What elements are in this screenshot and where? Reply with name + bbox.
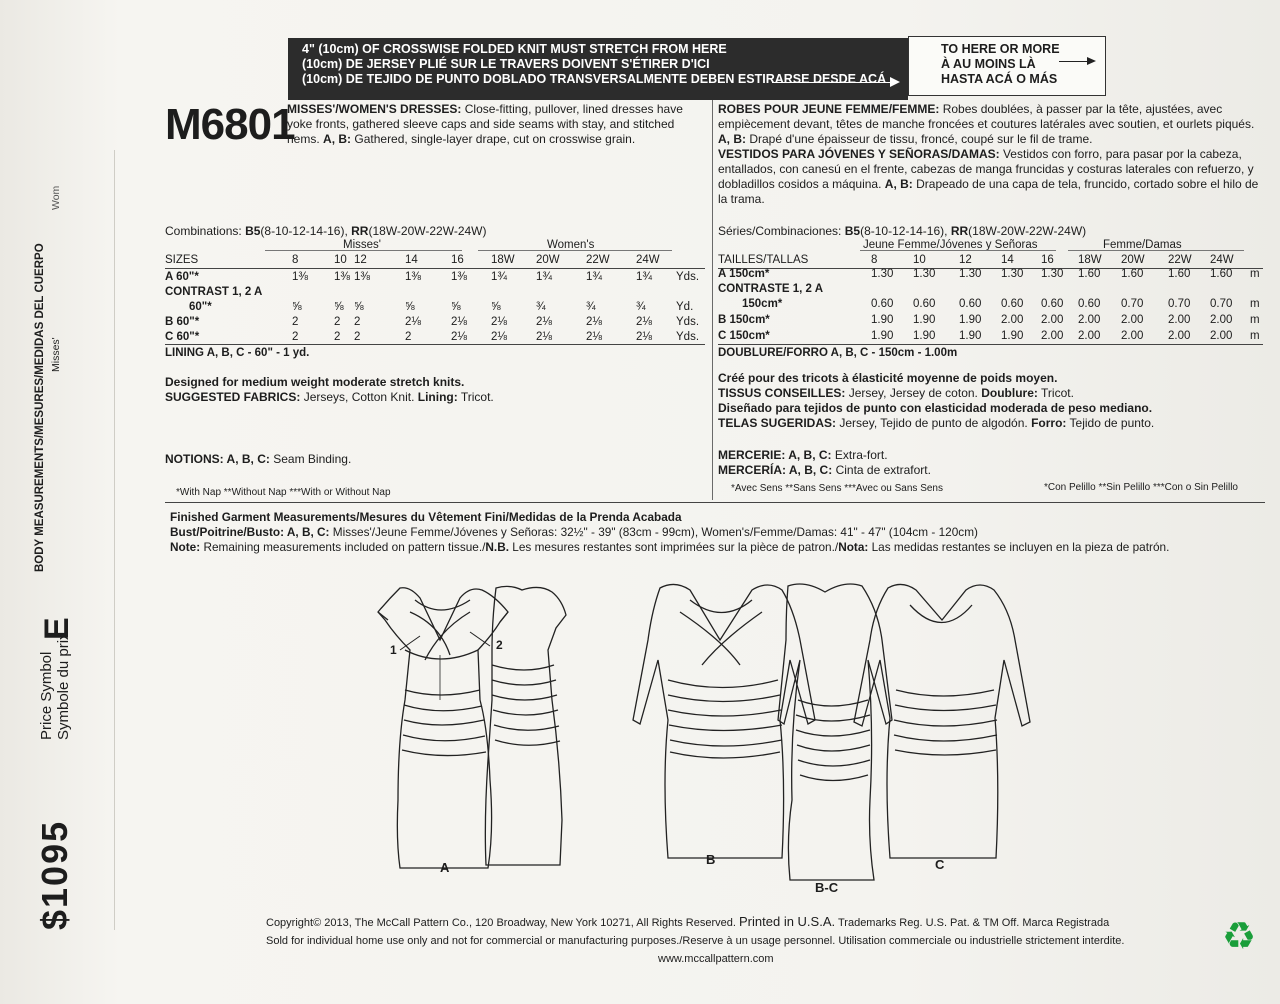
unit-cell: m [1250, 314, 1260, 326]
row-label: B 60"* [165, 316, 200, 328]
row-label: C 60"* [165, 331, 200, 343]
yardage-cell: 2 [334, 316, 341, 328]
row-label: CONTRAST 1, 2 A [165, 286, 263, 298]
view-bc-back-drawing [778, 584, 892, 880]
yardage-cell: 0.60 [1078, 298, 1101, 310]
lining-row: LINING A, B, C - 60" - 1 yd. [165, 347, 310, 359]
combinations-line-fr: Séries/Combinaciones: B5(8-10-12-14-16), RR(18W-20W-22W-24W) [718, 224, 1087, 238]
sizes-row: SIZES [165, 254, 199, 266]
size-header-cell: 10 [913, 254, 926, 266]
yardage-cell: 2⅛ [536, 316, 552, 328]
yardage-cell: 2.00 [1001, 314, 1024, 326]
yardage-cell: ⅝ [491, 301, 501, 313]
doublure-row: DOUBLURE/FORRO A, B, C - 150cm - 1.00m [718, 347, 958, 359]
yardage-cell: 1.90 [959, 314, 982, 326]
yardage-cell: 0.60 [1041, 298, 1064, 310]
nap-legend-es: *Con Pelillo **Sin Pelillo ***Con o Sin Pelillo [1044, 482, 1238, 493]
yardage-cell: 1.60 [1210, 268, 1233, 280]
yardage-cell: 1.90 [959, 330, 982, 342]
callout-2: 2 [496, 638, 503, 652]
yardage-cell: 1¾ [491, 271, 507, 283]
yardage-cell: 2⅛ [586, 316, 602, 328]
callout-1: 1 [390, 643, 397, 657]
yardage-cell: 2.00 [1168, 330, 1191, 342]
womens-header: Women's [547, 239, 595, 251]
yardage-cell: 1.90 [871, 314, 894, 326]
yardage-cell: 0.60 [1001, 298, 1024, 310]
unit-cell: m [1250, 330, 1260, 342]
yardage-cell: 2⅛ [636, 331, 652, 343]
yardage-cell: 2.00 [1168, 314, 1191, 326]
size-header-cell: 16 [1041, 254, 1054, 266]
nap-legend-en: *With Nap **Without Nap ***With or Without Nap [176, 487, 391, 498]
row-label: A 60"* [165, 271, 199, 283]
yardage-cell: 2⅛ [451, 316, 467, 328]
size-header-cell: 18W [491, 254, 515, 266]
body-measurements-misses: Misses' [50, 337, 62, 372]
yardage-cell: 2⅛ [491, 316, 507, 328]
yardage-cell: 1.30 [959, 268, 982, 280]
yardage-cell: 0.70 [1168, 298, 1191, 310]
yardage-cell: 1.30 [913, 268, 936, 280]
yardage-cell: ¾ [536, 301, 546, 313]
size-header-cell: 20W [1121, 254, 1145, 266]
yardage-cell: 0.60 [959, 298, 982, 310]
size-header-cell: 22W [586, 254, 610, 266]
yardage-cell: ⅝ [292, 301, 302, 313]
yardage-cell: 2.00 [1210, 314, 1233, 326]
yardage-cell: 1.90 [1001, 330, 1024, 342]
description-en: MISSES'/WOMEN'S DRESSES: Close-fitting, pullover, lined dresses have yoke fronts, gathered sleeve caps and side seams with stay, and stitched hems. A, B: Gathered, single-layer drape, cut on crosswise grain. [287, 102, 683, 146]
nap-legend-fr: *Avec Sens **Sans Sens ***Avec ou Sans Sens [731, 483, 943, 494]
size-header-cell: 14 [1001, 254, 1014, 266]
yardage-cell: 1⅜ [354, 271, 370, 283]
size-header-cell: 14 [405, 254, 418, 266]
yardage-cell: 2 [405, 331, 412, 343]
size-header-cell: 8 [871, 254, 878, 266]
yardage-cell: 1.30 [1001, 268, 1024, 280]
recycle-icon: ♻ [1222, 916, 1257, 958]
yardage-cell: 2.00 [1041, 314, 1064, 326]
yardage-cell: ¾ [636, 301, 646, 313]
yardage-cell: 1¾ [586, 271, 602, 283]
yardage-cell: 0.70 [1210, 298, 1233, 310]
price-symbol-label: Price Symbol Symbole du prix [38, 632, 72, 740]
yardage-cell: 2.00 [1121, 330, 1144, 342]
view-a-back-drawing [485, 586, 566, 865]
size-header-cell: 22W [1168, 254, 1192, 266]
yardage-cell: 2 [292, 316, 299, 328]
size-header-cell: 24W [636, 254, 660, 266]
yardage-cell: 1⅜ [292, 271, 308, 283]
notions-en: NOTIONS: A, B, C: Seam Binding. [165, 452, 352, 466]
yardage-cell: 2⅛ [536, 331, 552, 343]
fabrics-en: Designed for medium weight moderate stretch knits. SUGGESTED FABRICS: Jerseys, Cotton Knit. Lining: Tricot. [165, 375, 494, 404]
stretch-guide-banner: 4" (10cm) OF CROSSWISE FOLDED KNIT MUST STRETCH FROM HERE (10cm) DE JERSEY PLIÉ SUR LE TRAVERS DOIVENT S'ÉTIRER D'ICI (10cm) DE TEJIDO DE PUNTO DOBLADO TRANSVERSALMENTE DEBEN ESTIRARSE DESDE ACÁ [288, 38, 908, 100]
yardage-cell: 1.60 [1121, 268, 1144, 280]
combinations-line: Combinations: B5(8-10-12-14-16), RR(18W-20W-22W-24W) [165, 224, 487, 238]
unit-cell: Yds. [676, 271, 700, 283]
unit-cell: m [1250, 298, 1260, 310]
fabrics-fr-es: Créé pour des tricots à élasticité moyenne de poids moyen. TISSUS CONSEILLES: Jersey, Jersey de coton. Doublure: Tricot. Diseñado para tejidos de punto con elasticidad moderada de peso mediano. TELAS SUGERIDAS: Jersey, Tejido de punto de algodón. Forro: Tejido de punto. [718, 371, 1155, 430]
description-fr: ROBES POUR JEUNE FEMME/FEMME: Robes doublées, à passer par la tête, ajustées, avec empiècement devant, têtes de manche froncées et coutures latérales avec soutien, et ourlets piqués. A, B: Drapé d'une épaisseur de tissu, froncé, coupé sur le fil de trame. [718, 102, 1255, 146]
yardage-cell: ⅝ [451, 301, 461, 313]
row-label: 60"* [189, 301, 212, 313]
view-a-front-drawing [378, 588, 508, 868]
unit-cell: Yd. [676, 301, 694, 313]
yardage-cell: 0.60 [871, 298, 894, 310]
unit-cell: Yds. [676, 316, 700, 328]
yardage-cell: 2.00 [1210, 330, 1233, 342]
row-label: 150cm* [742, 298, 783, 310]
yardage-cell: 1.90 [913, 314, 936, 326]
yardage-cell: 2.00 [1078, 330, 1101, 342]
jeune-femme-header: Jeune Femme/Jóvenes y Señoras [863, 239, 1038, 251]
unit-cell: m [1250, 268, 1260, 280]
size-header-cell: 24W [1210, 254, 1234, 266]
femme-header: Femme/Damas [1103, 239, 1182, 251]
row-label: CONTRASTE 1, 2 A [718, 283, 824, 295]
yardage-cell: ⅝ [334, 301, 344, 313]
yardage-cell: 2 [354, 316, 361, 328]
pattern-number: M6801 [165, 100, 295, 149]
footer: Copyright© 2013, The McCall Pattern Co., 120 Broadway, New York 10271, All Rights Reserved. Printed in U.S.A. Trademarks Reg. U.S. Pat. & TM Off. Marca Registrada Sold for individual home use only and not for commercial or manufacturing purposes./Reserve à un usage personnel. Utilisation commerciale ou industrielle strictement interdite. www.mccallpattern.com [266, 914, 1125, 965]
label-view-c: C [935, 857, 945, 872]
yardage-cell: 0.70 [1121, 298, 1144, 310]
misses-header: Misses' [343, 239, 381, 251]
view-c-front-drawing [854, 584, 1030, 858]
unit-cell: Yds. [676, 331, 700, 343]
row-label: B 150cm* [718, 314, 770, 326]
mercerie: MERCERIE: A, B, C: Extra-fort. MERCERÍA: A, B, C: Cinta de extrafort. [718, 448, 931, 477]
yardage-cell: 1¾ [536, 271, 552, 283]
yardage-cell: 2⅛ [405, 316, 421, 328]
body-measurements-label: BODY MEASUREMENTS/MESURES/MEDIDAS DEL CUERPO [34, 243, 46, 572]
yardage-cell: 2⅛ [636, 316, 652, 328]
sizes-row-fr: TAILLES/TALLAS [718, 254, 809, 266]
yardage-cell: ⅝ [354, 301, 364, 313]
price-letter: E [38, 617, 76, 640]
finished-measurements: Finished Garment Measurements/Mesures du Vêtement Fini/Medidas de la Prenda Acabada Bust/Poitrine/Busto: A, B, C: Misses'/Jeune Femme/Jóvenes y Señoras: 32½" - 39" (83cm - 99cm), Women's/Femme/Damas: 41" - 47" (104cm - 120cm) Note: Remaining measurements included on pattern tissue./N.B. Les mesures restantes sont imprimées sur la pièce de patron./Nota: Las medidas restantes se incluyen en la pieza de patrón. [170, 510, 1170, 554]
yardage-cell: 2⅛ [586, 331, 602, 343]
yardage-cell: 2 [334, 331, 341, 343]
yardage-cell: 1.90 [913, 330, 936, 342]
yardage-cell: 0.60 [913, 298, 936, 310]
yardage-cell: 1.60 [1168, 268, 1191, 280]
description-es: VESTIDOS PARA JÓVENES Y SEÑORAS/DAMAS: Vestidos con forro, para pasar por la cabeza, entallados, con canesú en el frente, cabezas de manga fruncidas y costuras laterales con refuerzo, y dobladillos cosidos a máquina. A, B: Drapeado de una capa de tela, fruncido, cortado sobre el hilo de la trama. [718, 147, 1259, 206]
size-header-cell: 16 [451, 254, 464, 266]
yardage-cell: 1.30 [871, 268, 894, 280]
row-label: C 150cm* [718, 330, 770, 342]
yardage-cell: 2⅛ [491, 331, 507, 343]
yardage-cell: 1⅜ [334, 271, 350, 283]
yardage-cell: 1¾ [636, 271, 652, 283]
yardage-cell: 1.60 [1078, 268, 1101, 280]
yardage-cell: 1⅜ [405, 271, 421, 283]
size-header-cell: 10 [334, 254, 347, 266]
row-label: A 150cm* [718, 268, 770, 280]
size-header-cell: 18W [1078, 254, 1102, 266]
label-view-b: B [706, 852, 716, 867]
view-b-front-drawing [633, 584, 815, 858]
yardage-cell: 1⅜ [451, 271, 467, 283]
yardage-cell: ¾ [586, 301, 596, 313]
yardage-cell: 2⅛ [451, 331, 467, 343]
yardage-cell: 2.00 [1121, 314, 1144, 326]
body-measurements-women: Wom [50, 185, 62, 210]
yardage-cell: 2 [354, 331, 361, 343]
size-header-cell: 12 [959, 254, 972, 266]
yardage-cell: 2.00 [1041, 330, 1064, 342]
stretch-guide-target: TO HERE OR MORE À AU MOINS LÀ HASTA ACÁ O MÁS [908, 36, 1106, 96]
yardage-cell: 2 [292, 331, 299, 343]
yardage-cell: 1.90 [871, 330, 894, 342]
label-view-bc: B-C [815, 880, 839, 895]
price-value: $1095 [34, 819, 75, 930]
yardage-cell: 1.30 [1041, 268, 1064, 280]
yardage-cell: ⅝ [405, 301, 415, 313]
size-header-cell: 8 [292, 254, 299, 266]
size-header-cell: 12 [354, 254, 367, 266]
label-view-a: A [440, 860, 450, 875]
size-header-cell: 20W [536, 254, 560, 266]
yardage-cell: 2.00 [1078, 314, 1101, 326]
